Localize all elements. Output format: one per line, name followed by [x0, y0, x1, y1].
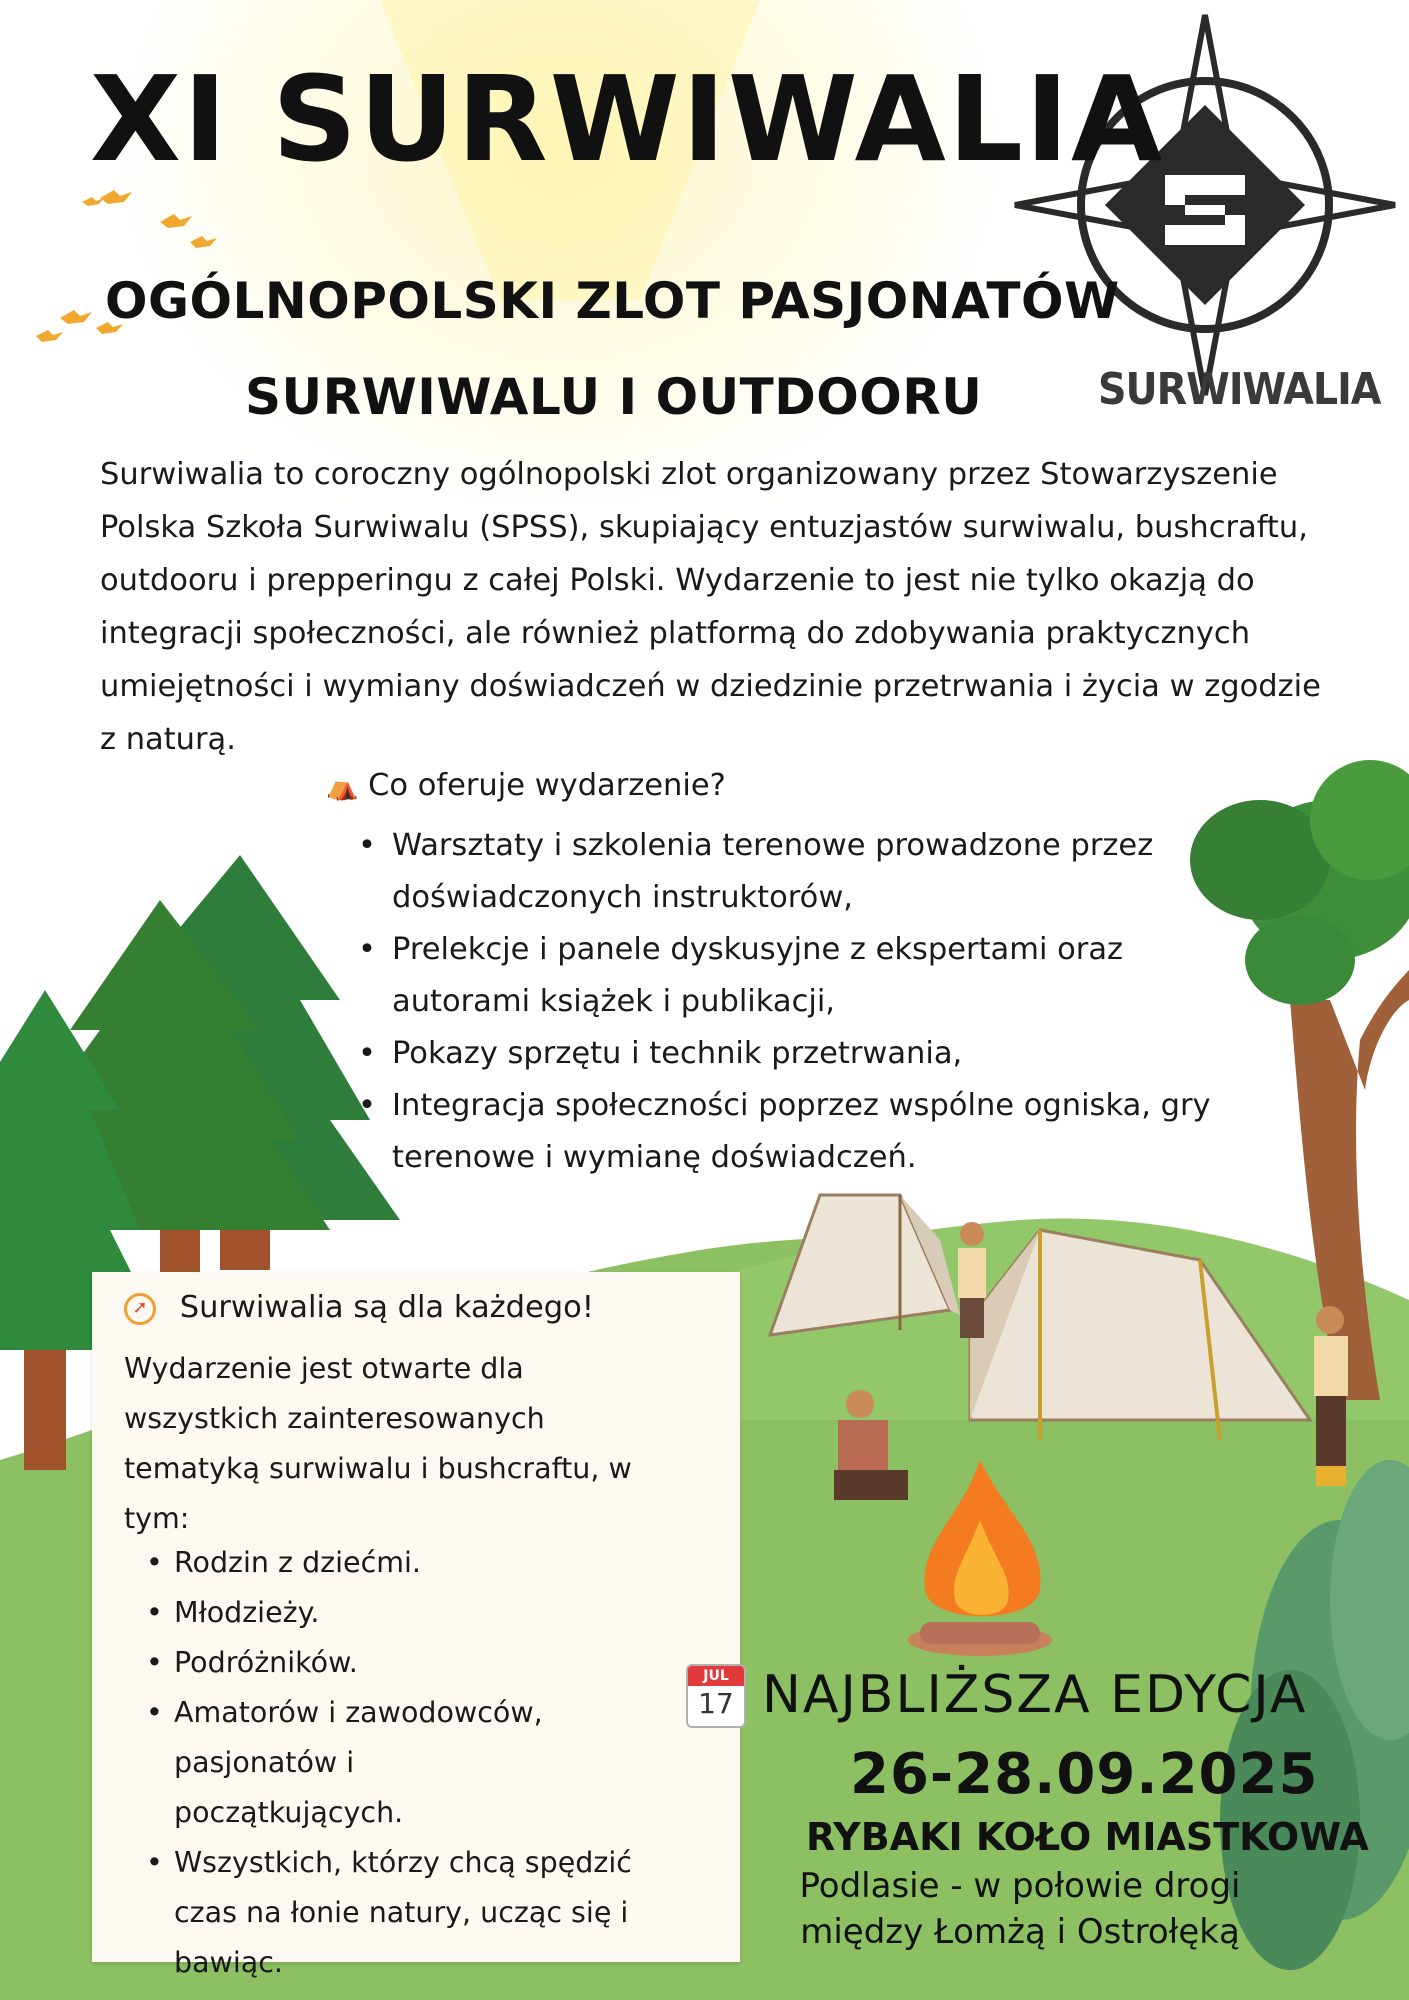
list-item: • Wszystkich, którzy chcą spędzić czas na łonie natury, ucząc się i bawiąc.	[146, 1838, 644, 1988]
list-item: • Podróżników.	[146, 1638, 666, 1688]
audience-text: Wydarzenie jest otwarte dla wszystkich zainteresowanych tematyką surwiwalu i bushcraftu, w tym:	[124, 1352, 632, 1535]
intro-paragraph: Surwiwalia to coroczny ogólnopolski zlot organizowany przez Stowarzyszenie Polska Szkoła Surwiwalu (SPSS), skupiający entuzjastów surwiwalu, bushcraftu, outdooru i prepperingu z całej Polski. Wydarzenie to jest nie tylko okazją do integracji społeczności, ale również platformą do zdobywania praktycznych umiejętności i wymiany doświadczeń w dziedzinie przetrwania i życia w zgodzie z naturą.	[100, 457, 1321, 757]
list-item: • Prelekcje i panele dyskusyjne z ekspertami oraz autorami książek i publikacji,	[358, 924, 1258, 1028]
next-edition-description: Podlasie - w połowie drogi między Łomżą i Ostrołęką	[799, 1866, 1241, 1952]
subtitle-line-1: OGÓLNOPOLSKI ZLOT PASJONATÓW	[105, 272, 1120, 330]
calendar-day: 17	[698, 1687, 734, 1720]
next-edition-place: RYBAKI KOŁO MIASTKOWA	[806, 1815, 1369, 1859]
offer-heading	[326, 768, 726, 803]
logo-text: SURWIWALIA	[1098, 364, 1381, 415]
list-item: • Pokazy sprzętu i technik przetrwania,	[358, 1028, 1258, 1080]
list-item: • Warsztaty i szkolenia terenowe prowadzone przez doświadczonych instruktorów,	[358, 820, 1258, 924]
audience-heading-text: Surwiwalia są dla każdego!	[179, 1290, 595, 1325]
offer-heading-text: Co oferuje wydarzenie?	[368, 768, 726, 803]
next-edition-heading: NAJBLIŻSZA EDYCJA	[762, 1665, 1308, 1725]
list-item: • Amatorów i zawodowców, pasjonatów i początkujących.	[146, 1688, 574, 1838]
list-item: • Rodzin z dziećmi.	[146, 1538, 666, 1588]
camping-icon: ⛺	[326, 772, 359, 802]
calendar-month: JUL	[688, 1666, 744, 1686]
list-item: • Integracja społeczności poprzez wspólne ogniska, gry terenowe i wymianę doświadczeń.	[358, 1080, 1258, 1184]
compass-icon: ➚	[124, 1293, 156, 1325]
subtitle-line-2: SURWIWALU I OUTDOORU	[245, 368, 983, 426]
tent-small-icon	[770, 1195, 960, 1335]
camper-icon	[958, 1222, 986, 1338]
calendar-icon	[686, 1664, 746, 1728]
audience-list	[146, 1538, 666, 1988]
offer-list	[358, 820, 1258, 1184]
audience-heading	[124, 1290, 594, 1325]
next-edition-date: 26-28.09.2025	[850, 1742, 1319, 1807]
page-title: XI SURWIWALIA	[90, 50, 1165, 188]
list-item: • Młodzieży.	[146, 1588, 666, 1638]
